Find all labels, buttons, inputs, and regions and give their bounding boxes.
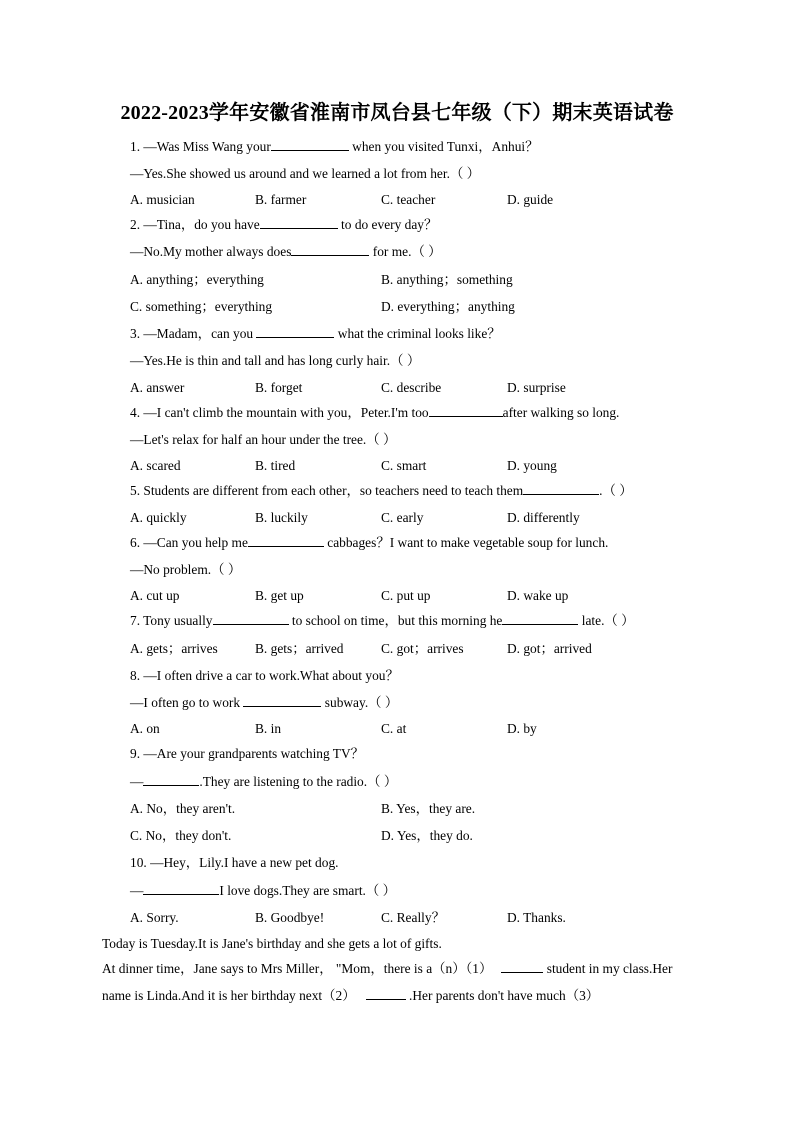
question-10-option-c: C. Really？: [381, 910, 445, 925]
question-2-reply: —No.My mother always does for me.（ ）: [130, 244, 442, 259]
question-1-option-b: B. farmer: [255, 192, 307, 207]
question-3-reply: —Yes.He is thin and tall and has long curly hair.（ ）: [130, 353, 421, 368]
question-6-option-d: D. wake up: [507, 588, 569, 603]
passage-line-2: At dinner time，Jane says to Mrs Miller， "Mom，there is a（n）（1） student in my class.Her: [102, 961, 673, 976]
question-7-option-d: D. got；arrived: [507, 641, 592, 656]
question-9-option-a: A. No，they aren't.: [130, 801, 236, 816]
question-6-option-a: A. cut up: [130, 588, 180, 603]
question-3-option-c: C. describe: [381, 380, 442, 395]
question-4-stem: 4. —I can't climb the mountain with you，Peter.I'm too after walking so long.: [130, 405, 620, 420]
question-1-option-d: D. guide: [507, 192, 554, 207]
question-6-stem: 6. —Can you help me cabbages？I want to make vegetable soup for lunch.: [130, 535, 609, 550]
question-9-stem: 9. —Are your grandparents watching TV？: [130, 746, 365, 761]
question-4-option-a: A. scared: [130, 458, 181, 473]
question-10-stem: 10. —Hey，Lily.I have a new pet dog.: [130, 855, 339, 870]
answer-blank: [366, 987, 406, 1000]
question-4-option-d: D. young: [507, 458, 557, 473]
question-5-stem: 5. Students are different from each other，so teachers need to teach them .（ ）: [130, 483, 633, 498]
question-8-stem: 8. —I often drive a car to work.What about you？: [130, 668, 399, 683]
question-8-option-c: C. at: [381, 721, 407, 736]
question-9-option-d: D. Yes，they do.: [381, 828, 473, 843]
passage-line-3: name is Linda.And it is her birthday next（2） .Her parents don't have much（3）: [102, 988, 600, 1003]
question-8-option-b: B. in: [255, 721, 282, 736]
question-3-option-d: D. surprise: [507, 380, 566, 395]
question-1-option-a: A. musician: [130, 192, 195, 207]
question-8-option-d: D. by: [507, 721, 537, 736]
question-3-stem: 3. —Madam，can you what the criminal looks like？: [130, 326, 501, 341]
question-7-option-a: A. gets；arrives: [130, 641, 218, 656]
answer-blank: [213, 612, 289, 625]
question-4-option-c: C. smart: [381, 458, 427, 473]
question-5-option-a: A. quickly: [130, 510, 187, 525]
question-10-option-d: D. Thanks.: [507, 910, 566, 925]
page-title: 2022-2023学年安徽省淮南市凤台县七年级（下）期末英语试卷: [120, 102, 674, 124]
question-3-option-a: A. answer: [130, 380, 185, 395]
question-8-reply: —I often go to work subway.（ ）: [130, 695, 399, 710]
question-5-option-b: B. luckily: [255, 510, 308, 525]
question-8-option-a: A. on: [130, 721, 160, 736]
question-6-option-c: C. put up: [381, 588, 431, 603]
question-1-reply: —Yes.She showed us around and we learned a lot from her.（ ）: [130, 166, 481, 181]
question-9-option-c: C. No，they don't.: [130, 828, 232, 843]
answer-blank: [243, 694, 321, 707]
answer-blank: [429, 404, 503, 417]
question-7-option-c: C. got；arrives: [381, 641, 464, 656]
answer-blank: [256, 325, 334, 338]
question-1-stem: 1. —Was Miss Wang your when you visited Tunxi，Anhui？: [130, 139, 539, 154]
question-10-option-a: A. Sorry.: [130, 910, 179, 925]
answer-blank: [143, 882, 219, 895]
question-10-option-b: B. Goodbye!: [255, 910, 325, 925]
question-5-option-d: D. differently: [507, 510, 580, 525]
question-3-option-b: B. forget: [255, 380, 303, 395]
answer-blank: [501, 960, 543, 973]
question-2-option-d: D. everything；anything: [381, 299, 515, 314]
question-9-reply: — .They are listening to the radio.（ ）: [130, 774, 398, 789]
question-9-option-b: B. Yes，they are.: [381, 801, 476, 816]
question-4-reply: —Let's relax for half an hour under the tree.（ ）: [130, 432, 397, 447]
question-1-option-c: C. teacher: [381, 192, 436, 207]
question-2-option-b: B. anything；something: [381, 272, 513, 287]
question-6-reply: —No problem.（ ）: [130, 562, 242, 577]
answer-blank: [271, 138, 349, 151]
question-7-stem: 7. Tony usually to school on time，but this morning he late.（ ）: [130, 613, 635, 628]
question-5-option-c: C. early: [381, 510, 424, 525]
question-2-option-c: C. something；everything: [130, 299, 273, 314]
answer-blank: [523, 482, 599, 495]
answer-blank: [143, 773, 199, 786]
question-2-stem: 2. —Tina，do you have to do every day？: [130, 217, 438, 232]
question-4-option-b: B. tired: [255, 458, 296, 473]
question-2-option-a: A. anything；everything: [130, 272, 264, 287]
question-6-option-b: B. get up: [255, 588, 304, 603]
passage-line-1: Today is Tuesday.It is Jane's birthday and she gets a lot of gifts.: [102, 936, 442, 951]
answer-blank: [291, 243, 369, 256]
question-10-reply: — I love dogs.They are smart.（ ）: [130, 883, 397, 898]
question-7-option-b: B. gets；arrived: [255, 641, 344, 656]
answer-blank: [248, 534, 324, 547]
answer-blank: [260, 216, 338, 229]
answer-blank: [502, 612, 578, 625]
